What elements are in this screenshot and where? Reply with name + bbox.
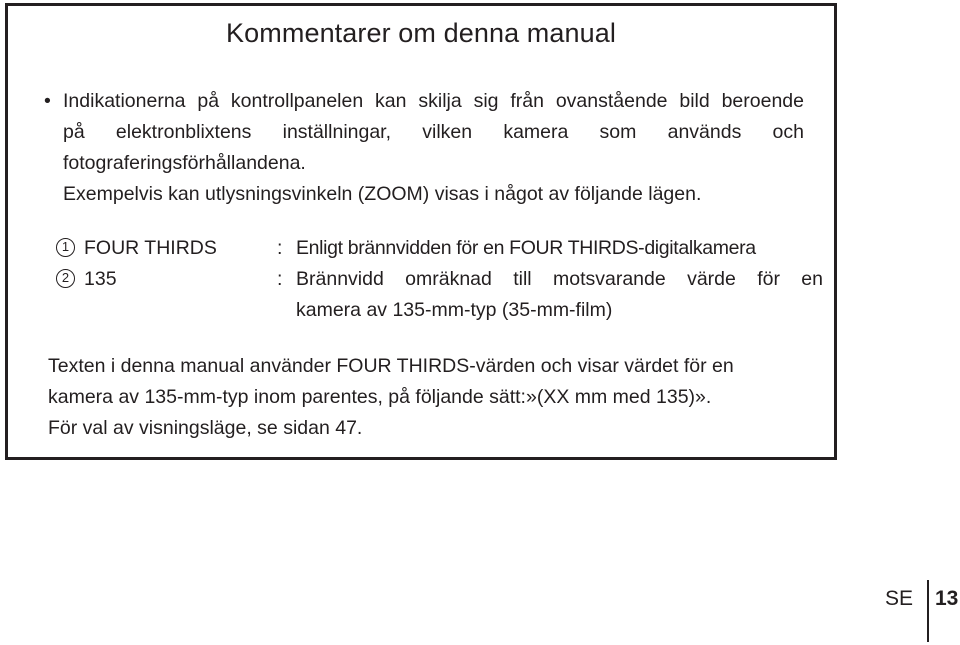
bullet-line: på elektronblixtens inställningar, vilken kamera som används och bbox=[63, 121, 804, 143]
definition-description: Enligt brännvidden för en FOUR THIRDS-digitalkamera bbox=[296, 237, 756, 259]
circled-number-1: 1 bbox=[56, 238, 75, 257]
box-title: Kommentarer om denna manual bbox=[226, 18, 616, 48]
definition-description: kamera av 135-mm-typ (35-mm-film) bbox=[296, 299, 613, 321]
bullet-line: Exempelvis kan utlysningsvinkeln (ZOOM) visas i något av följande lägen. bbox=[63, 183, 702, 205]
definition-row-135-continued bbox=[8, 295, 834, 326]
body-line: För val av visningsläge, se sidan 47. bbox=[48, 417, 363, 439]
definition-row-135 bbox=[8, 264, 834, 295]
page-number: 13 bbox=[935, 587, 959, 610]
bullet-line: fotograferingsförhållandena. bbox=[63, 152, 306, 174]
footer-divider bbox=[927, 580, 929, 642]
bullet-marker: • bbox=[44, 90, 51, 112]
body-line: kamera av 135-mm-typ inom parentes, på följande sätt:»(XX mm med 135)». bbox=[48, 386, 712, 408]
circled-number-2: 2 bbox=[56, 269, 75, 288]
definition-row-four-thirds bbox=[8, 233, 834, 264]
body-paragraph bbox=[48, 351, 838, 444]
body-line: Texten i denna manual använder FOUR THIRDS-värden och visar värdet för en bbox=[48, 355, 734, 377]
definition-separator: : bbox=[277, 268, 283, 290]
definition-description: Brännvidd omräknad till motsvarande värde för en bbox=[296, 268, 823, 290]
page-footer bbox=[880, 580, 960, 642]
bullet-paragraph bbox=[44, 86, 804, 210]
definition-term: FOUR THIRDS bbox=[84, 237, 217, 259]
definition-separator: : bbox=[277, 237, 283, 259]
definition-term: 135 bbox=[84, 268, 117, 290]
note-box bbox=[5, 3, 837, 460]
bullet-line: Indikationerna på kontrollpanelen kan skilja sig från ovanstående bild beroende bbox=[63, 90, 804, 112]
language-code: SE bbox=[884, 587, 913, 610]
